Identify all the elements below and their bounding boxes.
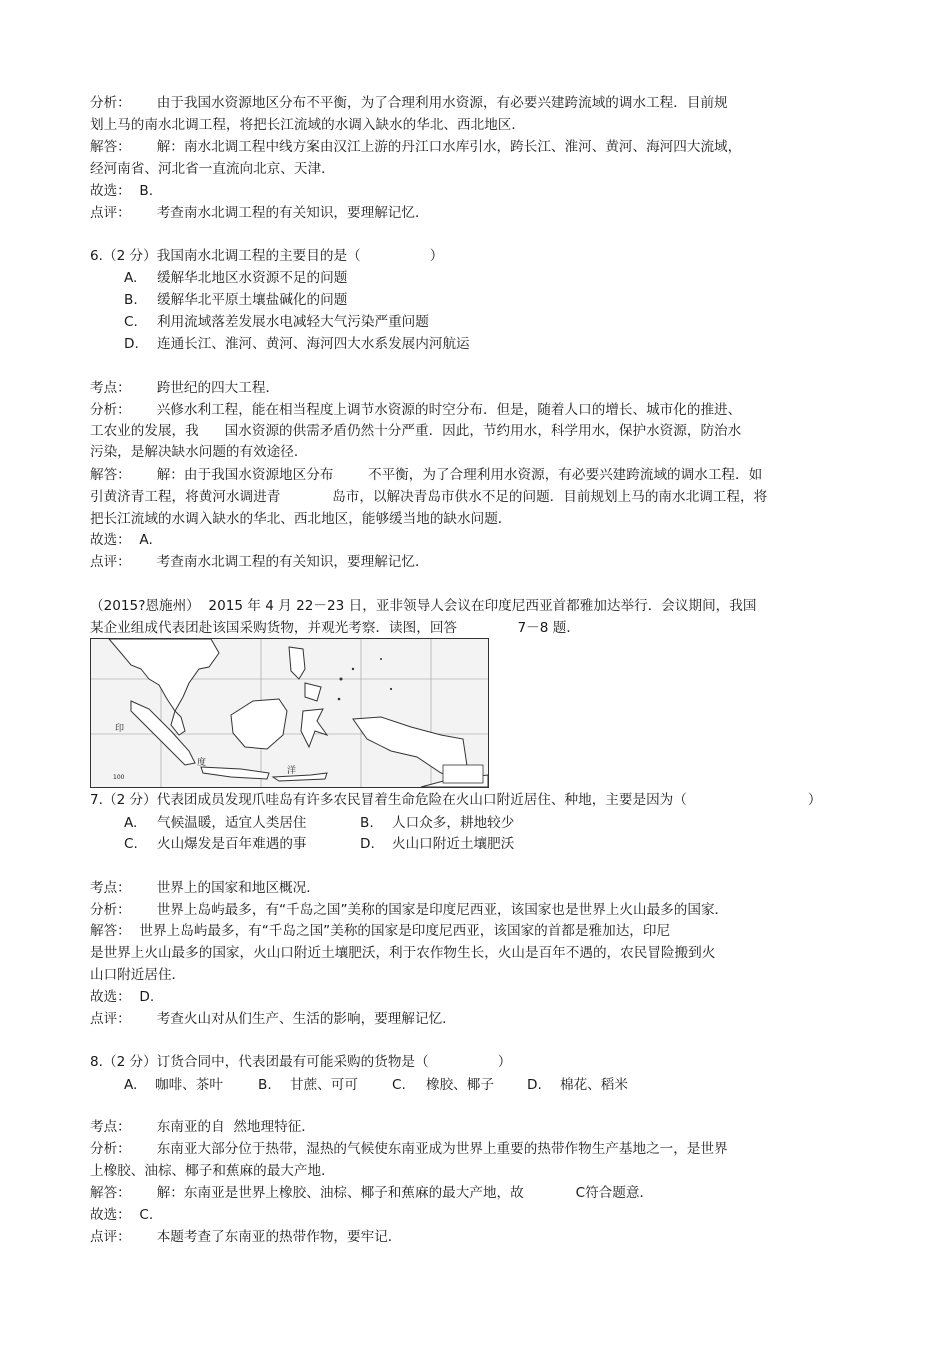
option-letter: D. — [124, 336, 139, 352]
option-letter: B. — [124, 292, 138, 308]
option-text: 利用流域落差发展水电减轻大气污染严重问题 — [157, 314, 429, 330]
answer-text: 解答： 解：由于我国水资源地区分布 不平衡，为了合理利用水资源，有必要兴建跨流域的调水工程．如 — [90, 467, 763, 483]
analysis-text: 划上马的南水北调工程，将把长江流域的水调入缺水的华北、西北地区． — [90, 117, 525, 133]
map-label: 100 — [113, 774, 125, 781]
option-text: 火山口附近土壤肥沃 — [392, 836, 515, 852]
answer-text: 把长江流域的水调入缺水的华北、西北地区，能够缓当地的缺水问题． — [90, 511, 512, 527]
option-letter: B. — [258, 1077, 272, 1093]
option-text: 咖啡、茶叶 — [155, 1077, 223, 1093]
option-text: 棉花、稻米 — [560, 1077, 628, 1093]
comment-text: 点评： 考查南水北调工程的有关知识，要理解记忆． — [90, 554, 429, 570]
analysis-text: 污染，是解决缺水问题的有效途径． — [90, 444, 308, 460]
option-text: 橡胶、椰子 — [426, 1077, 494, 1093]
point-text: 考点： 跨世纪的四大工程． — [90, 380, 280, 396]
map-graphic — [91, 639, 488, 787]
point-text: 考点： 东南亚的自 然地理特征． — [90, 1119, 315, 1135]
option-letter: C. — [392, 1077, 406, 1093]
comment-text: 点评： 考查南水北调工程的有关知识，要理解记忆． — [90, 205, 429, 221]
option-text: 火山爆发是百年难遇的事 — [157, 836, 307, 852]
point-text: 考点： 世界上的国家和地区概况． — [90, 880, 320, 896]
map-label: 印 — [115, 724, 125, 734]
intro-text: （2015?恩施州） 2015 年 4 月 22－23 日，亚非领导人会议在印度尼西亚首都雅加达举行．会议期间，我国 — [90, 598, 757, 614]
choice-text: 故选： C. — [90, 1207, 154, 1223]
question-8-stem: 8.（2 分）订货合同中，代表团最有可能采购的货物是（ ） — [90, 1054, 512, 1070]
choice-text: 故选： A. — [90, 532, 153, 548]
answer-text: 山口附近居住． — [90, 967, 186, 983]
choice-text: 故选： D. — [90, 989, 155, 1005]
answer-text: 解答： 解：南水北调工程中线方案由汉江上游的丹江口水库引水，跨长江、淮河、黄河、海河四大流域， — [90, 139, 742, 155]
analysis-text: 分析： 由于我国水资源地区分布不平衡，为了合理利用水资源，有必要兴建跨流域的调水工程．目前规 — [90, 95, 728, 111]
option-text: 缓解华北平原土壤盐碱化的问题 — [157, 292, 348, 308]
option-text: 缓解华北地区水资源不足的问题 — [157, 270, 348, 286]
option-text: 气候温暖，适宜人类居住 — [157, 815, 307, 831]
answer-text: 经河南省、河北省一直流向北京、天津． — [90, 161, 335, 177]
option-letter: D. — [360, 836, 375, 852]
option-text: 甘蔗、可可 — [290, 1077, 358, 1093]
analysis-text: 分析： 世界上岛屿最多，有“千岛之国”美称的国家是印度尼西亚，该国家也是世界上火山最多的国家． — [90, 902, 729, 918]
intro-text: 某企业组成代表团赴该国采购货物，并观光考察．读图，回答 7－8 题． — [90, 620, 580, 636]
comment-text: 点评： 考查火山对从们生产、生活的影响，要理解记忆． — [90, 1011, 456, 1027]
answer-text: 解答： 解：东南亚是世界上橡胶、油棕、椰子和蕉麻的最大产地，故 C符合题意． — [90, 1185, 654, 1201]
choice-text: 故选： B. — [90, 183, 154, 199]
answer-text: 解答： 世界上岛屿最多，有“千岛之国”美称的国家是印度尼西亚，该国家的首都是雅加达，印尼 — [90, 923, 671, 939]
answer-text: 是世界上火山最多的国家，火山口附近土壤肥沃，利于农作物生长，火山是百年不遇的，农民冒险搬到火 — [90, 945, 716, 961]
answer-text: 引黄济青工程，将黄河水调进青 岛市，以解决青岛市供水不足的问题．目前规划上马的南水北调工程，将 — [90, 489, 768, 505]
option-letter: A. — [124, 270, 138, 286]
analysis-text: 分析： 东南亚大部分位于热带，湿热的气候使东南亚成为世界上重要的热带作物生产基地之一，是世界 — [90, 1141, 728, 1157]
analysis-text: 上橡胶、油棕、椰子和蕉麻的最大产地． — [90, 1163, 335, 1179]
question-6-stem: 6.（2 分）我国南水北调工程的主要目的是（ ） — [90, 248, 444, 264]
question-7-stem: 7.（2 分）代表团成员发现爪哇岛有许多农民冒着生命危险在火山口附近居住、种地，主要是因为（ ） — [90, 792, 822, 808]
comment-text: 点评： 本题考查了东南亚的热带作物，要牢记． — [90, 1229, 402, 1245]
map-label: 度 — [197, 758, 207, 768]
map-label: 洋 — [287, 766, 297, 776]
analysis-text: 工农业的发展，我 国水资源的供需矛盾仍然十分严重．因此，节约用水，科学用水，保护水资源，防治水 — [90, 423, 742, 439]
option-letter: B. — [360, 815, 374, 831]
option-text: 人口众多，耕地较少 — [392, 815, 515, 831]
option-letter: C. — [124, 314, 138, 330]
analysis-text: 分析： 兴修水利工程，能在相当程度上调节水资源的时空分布．但是，随着人口的增长、城市化的推进、 — [90, 402, 742, 418]
option-letter: C. — [124, 836, 138, 852]
southeast-asia-map — [90, 638, 489, 788]
option-letter: A. — [124, 815, 138, 831]
option-letter: A. — [124, 1077, 138, 1093]
option-letter: D. — [527, 1077, 542, 1093]
option-text: 连通长江、淮河、黄河、海河四大水系发展内河航运 — [157, 336, 470, 352]
